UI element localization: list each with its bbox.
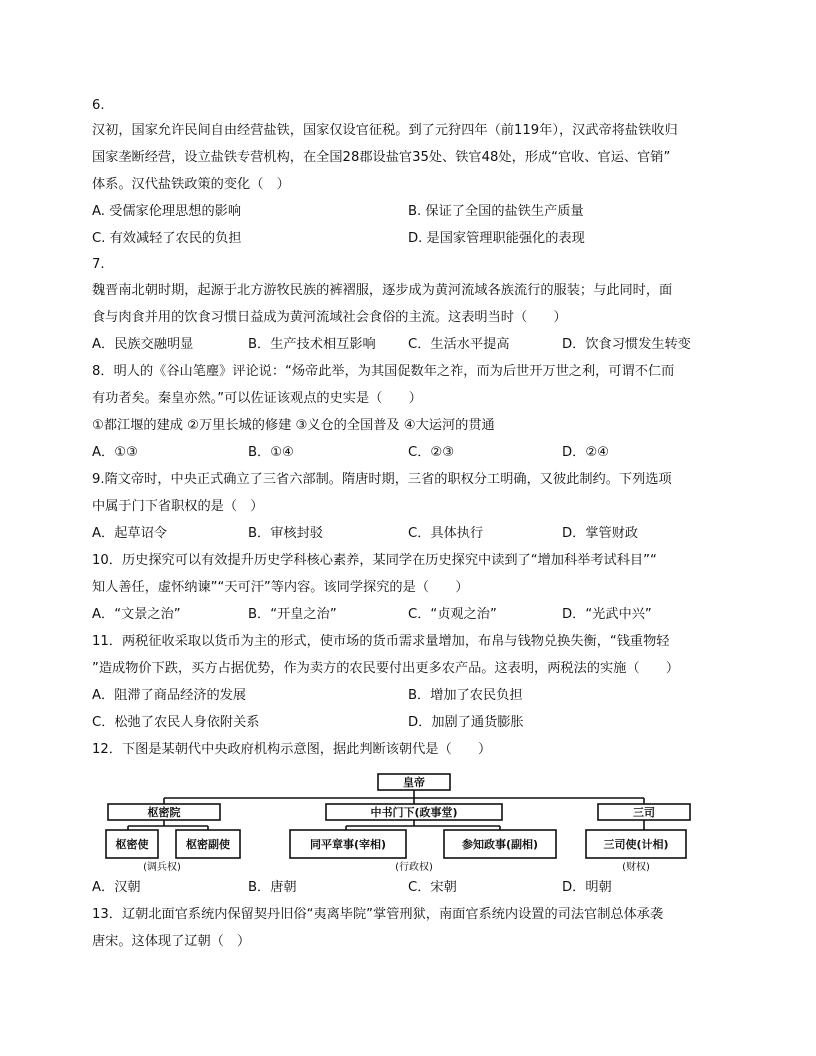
shumiyuan-label: 枢密院 bbox=[147, 806, 181, 819]
q10-stem-line-1: 10．历史探究可以有效提升历史学科核心素养，某同学在历史探究中读到了“增加科举考试科目”“ bbox=[92, 553, 657, 568]
q11-stem-line-1: 11．两税征收采取以货币为主的形式，使市场的货币需求量增加，布帛与钱物兑换失衡，“钱重物轻 bbox=[92, 634, 670, 649]
q10-stem-line-2: 知人善任，虚怀纳谏”“天可汗”等内容。该同学探究的是（ ） bbox=[92, 580, 469, 595]
q7-number: 7. bbox=[92, 257, 105, 272]
q12-option-d: D．明朝 bbox=[562, 880, 612, 895]
q11-stem-line-2: ”造成物价下跌，买方占据优势，作为卖方的农民要付出更多农产品。这表明，两税法的实施（ ） bbox=[92, 661, 680, 676]
emperor-label: 皇帝 bbox=[403, 776, 425, 789]
q12-option-c: C．宋朝 bbox=[408, 880, 457, 895]
q10-option-b: B．“开皇之治” bbox=[248, 607, 337, 622]
q13-stem-line-2: 唐宋。这体现了辽朝（ ） bbox=[92, 934, 251, 949]
q6-number: 6. bbox=[92, 98, 105, 113]
q12-stem-line-1: 12．下图是某朝代中央政府机构示意图，据此判断该朝代是（ ） bbox=[92, 742, 492, 757]
q7-option-b: B．生产技术相互影响 bbox=[248, 337, 376, 352]
q11-option-a: A．阻滞了商品经济的发展 bbox=[92, 688, 247, 703]
q9-option-a: A．起草诏令 bbox=[92, 526, 167, 541]
org-chart-svg bbox=[104, 772, 714, 872]
q11-option-d: D．加剧了通货膨胀 bbox=[408, 715, 524, 730]
q10-option-c: C．“贞观之治” bbox=[408, 607, 497, 622]
q8-stem-line-3: ①都江堰的建成 ②万里长城的修建 ③义仓的全国普及 ④大运河的贯通 bbox=[92, 418, 495, 433]
shumifushi-label: 枢密副使 bbox=[186, 838, 230, 851]
q6-option-b: B. 保证了全国的盐铁生产质量 bbox=[408, 204, 584, 219]
zhongshumenxia-label: 中书门下(政事堂) bbox=[370, 806, 458, 819]
caption-financial: (财权) bbox=[622, 862, 650, 872]
q6-option-d: D. 是国家管理职能强化的表现 bbox=[408, 231, 585, 246]
sansi-label: 三司 bbox=[633, 806, 655, 819]
q7-stem-line-2: 食与肉食并用的饮食习惯日益成为黄河流域社会食俗的主流。这表明当时（ ） bbox=[92, 310, 567, 325]
q11-option-b: B．增加了农民负担 bbox=[408, 688, 523, 703]
q12-option-a: A．汉朝 bbox=[92, 880, 141, 895]
q6-stem-line-3: 体系。汉代盐铁政策的变化（ ） bbox=[92, 177, 290, 192]
shumishi-label: 枢密使 bbox=[115, 838, 149, 851]
q9-stem-line-1: 9.隋文帝时，中央正式确立了三省六部制。隋唐时期，三省的职权分工明确，又彼此制约。下列选项 bbox=[92, 472, 672, 487]
q6-stem-line-1: 汉初，国家允许民间自由经营盐铁，国家仅设官征税。到了元狩四年（前119年），汉武帝将盐铁收归 bbox=[92, 123, 678, 138]
q6-option-a: A. 受儒家伦理思想的影响 bbox=[92, 204, 242, 219]
sansishi-label: 三司使(计相) bbox=[603, 838, 669, 851]
q13-stem-line-1: 13．辽朝北面官系统内保留契丹旧俗“夷离毕院”掌管刑狱，南面官系统内设置的司法官制总体承袭 bbox=[92, 907, 664, 922]
q9-option-b: B．审核封驳 bbox=[248, 526, 323, 541]
q10-option-d: D．“光武中兴” bbox=[562, 607, 652, 622]
q9-option-c: C．具体执行 bbox=[408, 526, 484, 541]
q8-stem-line-1: 8．明人的《谷山笔麈》评论说：“炀帝此举，为其国促数年之祚，而为后世开万世之利，可谓不仁而 bbox=[92, 364, 675, 379]
q11-option-c: C．松弛了农民人身依附关系 bbox=[92, 715, 260, 730]
caption-administrative: (行政权) bbox=[395, 862, 433, 872]
q8-option-a: A．①③ bbox=[92, 445, 138, 460]
canzhizhengshi-label: 参知政事(副相) bbox=[461, 838, 539, 851]
q7-option-d: D．饮食习惯发生转变 bbox=[562, 337, 691, 352]
q8-stem-line-2: 有功者矣。秦皇亦然。”可以佐证该观点的史实是（ ） bbox=[92, 391, 422, 406]
pingzhangshi-label: 同平章事(宰相) bbox=[309, 838, 387, 851]
q8-option-c: C．②③ bbox=[408, 445, 455, 460]
q12-option-b: B．唐朝 bbox=[248, 880, 297, 895]
q6-option-c: C. 有效减轻了农民的负担 bbox=[92, 231, 242, 246]
q7-option-a: A．民族交融明显 bbox=[92, 337, 194, 352]
q9-option-d: D．掌管财政 bbox=[562, 526, 639, 541]
q8-option-d: D．②④ bbox=[562, 445, 609, 460]
q9-stem-line-2: 中属于门下省职权的是（ ） bbox=[92, 499, 264, 514]
q8-option-b: B．①④ bbox=[248, 445, 294, 460]
q7-option-c: C．生活水平提高 bbox=[408, 337, 510, 352]
government-structure-diagram bbox=[104, 772, 714, 872]
caption-military: (调兵权) bbox=[143, 862, 181, 872]
q6-stem-line-2: 国家垄断经营，设立盐铁专营机构，在全国28郡设盐官35处、铁官48处，形成“官收、官运、官销” bbox=[92, 150, 671, 165]
q7-stem-line-1: 魏晋南北朝时期，起源于北方游牧民族的裤褶服，逐步成为黄河流域各族流行的服装；与此同时，面 bbox=[92, 283, 673, 298]
q10-option-a: A．“文景之治” bbox=[92, 607, 181, 622]
